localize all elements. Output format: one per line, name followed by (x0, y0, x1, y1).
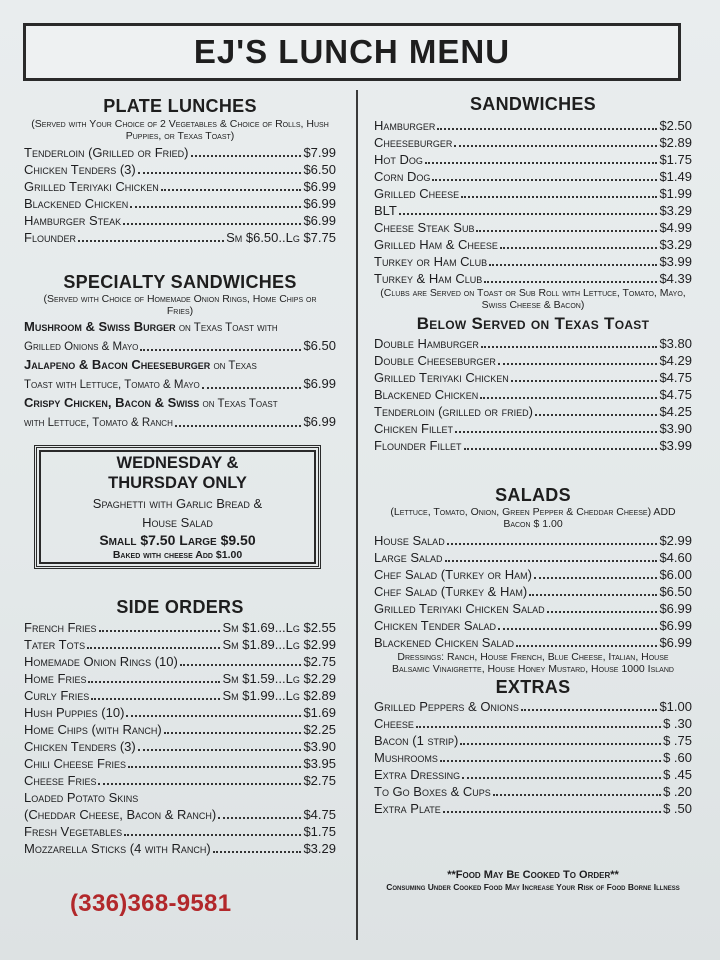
specialty-item-price: $6.50 (303, 338, 336, 353)
salads-section (374, 484, 692, 817)
dot-leader (484, 271, 657, 283)
dot-leader (493, 784, 661, 796)
specialty-item-desc: Toast with Lettuce, Tomato & Mayo (24, 379, 200, 391)
plate-lunch-item-name: Tenderloin (Grilled or Fried) (24, 145, 189, 160)
dot-leader (126, 705, 301, 717)
sandwich-item-name: Hamburger (374, 118, 436, 133)
left-column (24, 95, 336, 246)
dot-leader (511, 370, 658, 382)
plate-lunch-item-price: $6.50 (303, 162, 336, 177)
specialty-item-name: Mushroom & Swiss Burger (24, 319, 176, 334)
specialty-item-bread: on Texas Toast with (175, 322, 278, 334)
dot-leader (535, 404, 657, 416)
side-order-item (24, 840, 336, 857)
specialty-item-desc: Grilled Onions & Mayo (24, 341, 139, 353)
side-order-item-name: Curly Fries (24, 688, 90, 703)
plate-lunch-item-name: Grilled Teriyaki Chicken (24, 179, 159, 194)
extra-item-name: Grilled Peppers & Onions (374, 699, 519, 714)
side-order-item (24, 636, 336, 653)
sandwich-item-price: $3.29 (659, 237, 692, 252)
sandwiches-list (374, 117, 692, 287)
salads-heading: SALADS (495, 485, 571, 505)
texas-toast-heading: Below Served on Texas Toast (416, 314, 650, 333)
sandwich-item-name: Grilled Ham & Cheese (374, 237, 498, 252)
side-orders-section (24, 596, 336, 857)
plate-lunch-item-price: Sm $6.50..Lg $7.75 (226, 230, 336, 245)
sandwich-item (374, 202, 692, 219)
side-orders-heading: SIDE ORDERS (116, 597, 244, 617)
sandwich-item-price: $1.99 (659, 186, 692, 201)
texas-toast-item (374, 386, 692, 403)
side-order-item (24, 772, 336, 789)
side-order-item-name: Homemade Onion Rings (10) (24, 654, 178, 669)
texas-toast-item-name: Double Cheeseburger (374, 353, 496, 368)
side-order-item (24, 755, 336, 772)
sandwich-item-price: $3.29 (659, 203, 692, 218)
menu-title-box (23, 23, 681, 81)
texas-toast-item-price: $3.80 (659, 336, 692, 351)
dot-leader (425, 152, 658, 164)
specialty-section (24, 271, 336, 432)
side-order-item-name: French Fries (24, 620, 97, 635)
extra-item (374, 715, 692, 732)
sandwich-item-name: Cheeseburger (374, 135, 453, 150)
dot-leader (175, 415, 302, 427)
side-order-item (24, 653, 336, 670)
side-order-item (24, 721, 336, 738)
side-order-item-price: $2.75 (303, 773, 336, 788)
footer-cooked-to-order: **Food May Be Cooked To Order** (447, 869, 619, 881)
dot-leader (500, 237, 658, 249)
extra-item-price: $ .50 (663, 801, 692, 816)
extra-item-name: Cheese (374, 716, 414, 731)
side-order-item-price: $1.69 (303, 705, 336, 720)
dot-leader (460, 733, 661, 745)
side-order-item-name: Home Fries (24, 671, 87, 686)
texas-toast-item-price: $4.29 (659, 353, 692, 368)
dot-leader (88, 671, 220, 683)
right-column (374, 93, 692, 454)
dot-leader (432, 169, 657, 181)
sandwich-item-price: $3.99 (659, 254, 692, 269)
sandwich-item (374, 270, 692, 287)
dot-leader (547, 601, 658, 613)
sandwich-item-name: Turkey or Ham Club (374, 254, 488, 269)
dot-leader (98, 773, 301, 785)
specialty-heading: SPECIALTY SANDWICHES (63, 272, 297, 292)
dot-leader (161, 179, 302, 191)
loaded-skins-row (24, 789, 336, 806)
dot-leader (455, 421, 657, 433)
menu-title: EJ'S LUNCH MENU (193, 33, 511, 70)
extra-item (374, 766, 692, 783)
sandwich-item-name: Turkey & Ham Club (374, 271, 483, 286)
dot-leader (445, 550, 658, 562)
side-order-item (24, 619, 336, 636)
side-order-item-price: Sm $1.99...Lg $2.89 (222, 688, 336, 703)
texas-toast-item (374, 437, 692, 454)
side-order-item-price: $2.25 (303, 722, 336, 737)
salad-item (374, 600, 692, 617)
specialty-item-name: Jalapeno & Bacon Cheeseburger (24, 357, 211, 372)
specialty-item-name: Crispy Chicken, Bacon & Swiss (24, 395, 200, 410)
texas-toast-item-name: Tenderloin (grilled or fried) (374, 404, 533, 419)
dot-leader (91, 688, 220, 700)
salads-list (374, 532, 692, 651)
side-order-item (24, 823, 336, 840)
dot-leader (437, 118, 657, 130)
extra-item-price: $ .60 (663, 750, 692, 765)
sandwiches-heading: SANDWICHES (469, 94, 596, 114)
sandwich-item-price: $1.49 (659, 169, 692, 184)
dot-leader (218, 807, 301, 819)
salads-note: (Lettuce, Tomato, Onion, Green Pepper & Cheddar Cheese) ADD Bacon $ 1.00 (390, 506, 676, 530)
dot-leader (529, 584, 657, 596)
plate-lunch-item (24, 195, 336, 212)
dot-leader (534, 567, 657, 579)
dot-leader (180, 654, 302, 666)
column-divider (356, 90, 358, 940)
special-desc-line1: Spaghetti with Garlic Bread & (92, 496, 263, 511)
specialty-item-bread: on Texas (210, 360, 257, 372)
texas-toast-item (374, 403, 692, 420)
sandwich-item-price: $2.89 (659, 135, 692, 150)
texas-toast-item-name: Double Hamburger (374, 336, 479, 351)
loaded-skins-name: Loaded Potato Skins (24, 790, 139, 805)
salad-item-name: Grilled Teriyaki Chicken Salad (374, 601, 545, 616)
plate-lunch-item-price: $6.99 (303, 179, 336, 194)
dot-leader (399, 203, 658, 215)
extra-item-name: Extra Plate (374, 801, 441, 816)
salad-item-price: $6.50 (659, 584, 692, 599)
texas-toast-item-name: Chicken Fillet (374, 421, 453, 436)
side-order-item-name: Tater Tots (24, 637, 86, 652)
dot-leader (447, 533, 658, 545)
sandwich-item (374, 117, 692, 134)
side-order-item (24, 738, 336, 755)
side-orders-list (24, 619, 336, 789)
side-order-item-price: Sm $1.69...Lg $2.55 (222, 620, 336, 635)
side-order-item-price: $3.95 (303, 756, 336, 771)
plate-lunch-item-price: $6.99 (303, 196, 336, 211)
sandwiches-note: (Clubs are Served on Toast or Sub Roll with Lettuce, Tomato, Mayo, Swiss Cheese & Bacon) (380, 287, 686, 311)
sandwich-item (374, 151, 692, 168)
side-order-item-price: Sm $1.89...Lg $2.99 (222, 637, 336, 652)
sandwich-item (374, 236, 692, 253)
sandwich-item-name: Corn Dog (374, 169, 431, 184)
dot-leader (202, 377, 302, 389)
dot-leader (124, 824, 301, 836)
sandwich-item (374, 219, 692, 236)
salad-item (374, 634, 692, 651)
side-order-item (24, 806, 336, 823)
salad-item-name: Large Salad (374, 550, 443, 565)
dot-leader (476, 220, 657, 232)
extra-item-price: $ .45 (663, 767, 692, 782)
extra-item-price: $ .20 (663, 784, 692, 799)
side-order-item-name: Hush Puppies (10) (24, 705, 125, 720)
dot-leader (213, 841, 302, 853)
side-order-item-name: Cheese Fries (24, 773, 97, 788)
special-note: Baked with cheese Add $1.00 (112, 549, 243, 561)
dot-leader (498, 353, 658, 365)
plate-lunch-item-price: $7.99 (303, 145, 336, 160)
dot-leader (521, 699, 658, 711)
extras-heading: EXTRAS (495, 677, 571, 697)
special-desc-line2: House Salad (142, 515, 213, 530)
salad-item-price: $2.99 (659, 533, 692, 548)
texas-toast-item (374, 352, 692, 369)
salad-item-price: $6.99 (659, 618, 692, 633)
side-order-item-price: $1.75 (303, 824, 336, 839)
plate-lunch-item-price: $6.99 (303, 213, 336, 228)
footer (374, 868, 692, 893)
extra-item-name: To Go Boxes & Cups (374, 784, 491, 799)
special-title-line1: WEDNESDAY & (116, 454, 239, 472)
dot-leader (138, 739, 302, 751)
extra-item (374, 800, 692, 817)
plate-lunches-heading: PLATE LUNCHES (103, 96, 257, 116)
sandwich-item-name: BLT (374, 203, 397, 218)
dot-leader (140, 339, 301, 351)
dot-leader (416, 716, 661, 728)
specialty-item-title (24, 394, 336, 413)
plate-lunch-item-name: Hamburger Steak (24, 213, 122, 228)
plate-lunch-item (24, 144, 336, 161)
dot-leader (164, 722, 302, 734)
dot-leader (78, 230, 224, 242)
texas-toast-item (374, 335, 692, 352)
salad-item-name: House Salad (374, 533, 445, 548)
texas-toast-item-name: Grilled Teriyaki Chicken (374, 370, 509, 385)
side-order-item-name: Mozzarella Sticks (4 with Ranch) (24, 841, 211, 856)
plate-lunches-note: (Served with Your Choice of 2 Vegetables & Choice of Rolls, Hush Puppies, or Texas Toast) (31, 118, 329, 142)
dot-leader (440, 750, 661, 762)
plate-lunch-item-name: Chicken Tenders (3) (24, 162, 136, 177)
sandwich-item (374, 134, 692, 151)
dot-leader (516, 635, 657, 647)
specialty-item-price: $6.99 (303, 414, 336, 429)
sandwich-item-name: Cheese Steak Sub (374, 220, 475, 235)
special-title-line2: THURSDAY ONLY (108, 474, 247, 492)
salad-item-price: $6.00 (659, 567, 692, 582)
side-order-item-name: Home Chips (with Ranch) (24, 722, 162, 737)
salad-item (374, 617, 692, 634)
dot-leader (123, 213, 301, 225)
specialty-item-title (24, 318, 336, 337)
specialty-item-bread: on Texas Toast (199, 398, 278, 410)
side-order-item-price: $2.75 (303, 654, 336, 669)
dot-leader (464, 438, 658, 450)
dot-leader (461, 186, 657, 198)
sandwich-item-price: $4.99 (659, 220, 692, 235)
salad-item-name: Blackened Chicken Salad (374, 635, 514, 650)
sandwich-item (374, 168, 692, 185)
texas-toast-item-name: Flounder Fillet (374, 438, 462, 453)
texas-toast-item-price: $3.99 (659, 438, 692, 453)
dot-leader (480, 387, 657, 399)
texas-toast-item-price: $4.75 (659, 370, 692, 385)
dressings-note: Dressings: Ranch, House French, Blue Cheese, Italian, House Balsamic Vinaigrette, House Honey Mustard, House 1000 Island (392, 651, 674, 675)
footer-warning: Consuming Under Cooked Food May Increase Your Risk of Food Borne Illness (386, 882, 680, 892)
side-order-item-name: (Cheddar Cheese, Bacon & Ranch) (24, 807, 217, 822)
extra-item-price: $ .75 (663, 733, 692, 748)
dot-leader (99, 620, 221, 632)
texas-toast-item-price: $4.25 (659, 404, 692, 419)
sandwich-item-price: $2.50 (659, 118, 692, 133)
extra-item-name: Extra Dressing (374, 767, 461, 782)
extras-list (374, 698, 692, 817)
dot-leader (130, 196, 301, 208)
dot-leader (498, 618, 657, 630)
extra-item (374, 749, 692, 766)
specialty-note: (Served with Choice of Homemade Onion Rings, Home Chips or Fries) (43, 293, 317, 317)
extra-item-name: Mushrooms (374, 750, 438, 765)
side-order-item-name: Chicken Tenders (3) (24, 739, 136, 754)
salad-item (374, 532, 692, 549)
side-order-item-price: $3.29 (303, 841, 336, 856)
sandwich-item (374, 185, 692, 202)
specialty-list (24, 318, 336, 432)
texas-toast-item (374, 420, 692, 437)
plate-lunch-item (24, 161, 336, 178)
specialty-item-line (24, 375, 336, 394)
dot-leader (489, 254, 657, 266)
side-order-item-name: Fresh Vegetables (24, 824, 123, 839)
texas-toast-item (374, 369, 692, 386)
special-prices: Small $7.50 Large $9.50 (99, 532, 256, 548)
specialty-item-line (24, 413, 336, 432)
side-orders-list-2 (24, 806, 336, 857)
salad-item (374, 549, 692, 566)
plate-lunches-list (24, 144, 336, 246)
extra-item (374, 783, 692, 800)
extra-item (374, 732, 692, 749)
salad-item-price: $4.60 (659, 550, 692, 565)
phone-number: (336)368-9581 (70, 890, 232, 917)
side-order-item (24, 687, 336, 704)
specialty-item-title (24, 356, 336, 375)
dot-leader (191, 145, 302, 157)
weekly-special-box (34, 445, 321, 569)
sandwich-item-name: Hot Dog (374, 152, 423, 167)
side-order-item (24, 704, 336, 721)
extra-item-name: Bacon (1 strip) (374, 733, 459, 748)
salad-item-price: $6.99 (659, 601, 692, 616)
plate-lunch-item-name: Blackened Chicken (24, 196, 129, 211)
side-order-item-name: Chili Cheese Fries (24, 756, 126, 771)
side-order-item (24, 670, 336, 687)
salad-item (374, 566, 692, 583)
side-order-item-price: Sm $1.59...Lg $2.29 (222, 671, 336, 686)
salad-item-price: $6.99 (659, 635, 692, 650)
plate-lunch-item (24, 178, 336, 195)
extra-item-price: $1.00 (659, 699, 692, 714)
dot-leader (454, 135, 657, 147)
texas-toast-list (374, 335, 692, 454)
salad-item-name: Chef Salad (Turkey or Ham) (374, 567, 533, 582)
extra-item (374, 698, 692, 715)
sandwich-item-price: $1.75 (659, 152, 692, 167)
sandwich-item-name: Grilled Cheese (374, 186, 460, 201)
dot-leader (128, 756, 301, 768)
plate-lunch-item (24, 229, 336, 246)
dot-leader (443, 801, 661, 813)
salad-item-name: Chicken Tender Salad (374, 618, 497, 633)
salad-item-name: Chef Salad (Turkey & Ham) (374, 584, 528, 599)
salad-item (374, 583, 692, 600)
dot-leader (481, 336, 658, 348)
specialty-item-line (24, 337, 336, 356)
specialty-item-desc: with Lettuce, Tomato & Ranch (24, 417, 173, 429)
specialty-item-price: $6.99 (303, 376, 336, 391)
side-order-item-price: $3.90 (303, 739, 336, 754)
texas-toast-item-name: Blackened Chicken (374, 387, 479, 402)
texas-toast-item-price: $3.90 (659, 421, 692, 436)
side-order-item-price: $4.75 (303, 807, 336, 822)
dot-leader (462, 767, 661, 779)
sandwich-item-price: $4.39 (659, 271, 692, 286)
extra-item-price: $ .30 (663, 716, 692, 731)
dot-leader (138, 162, 302, 174)
sandwich-item (374, 253, 692, 270)
plate-lunch-item (24, 212, 336, 229)
texas-toast-item-price: $4.75 (659, 387, 692, 402)
dot-leader (87, 637, 220, 649)
plate-lunch-item-name: Flounder (24, 230, 76, 245)
